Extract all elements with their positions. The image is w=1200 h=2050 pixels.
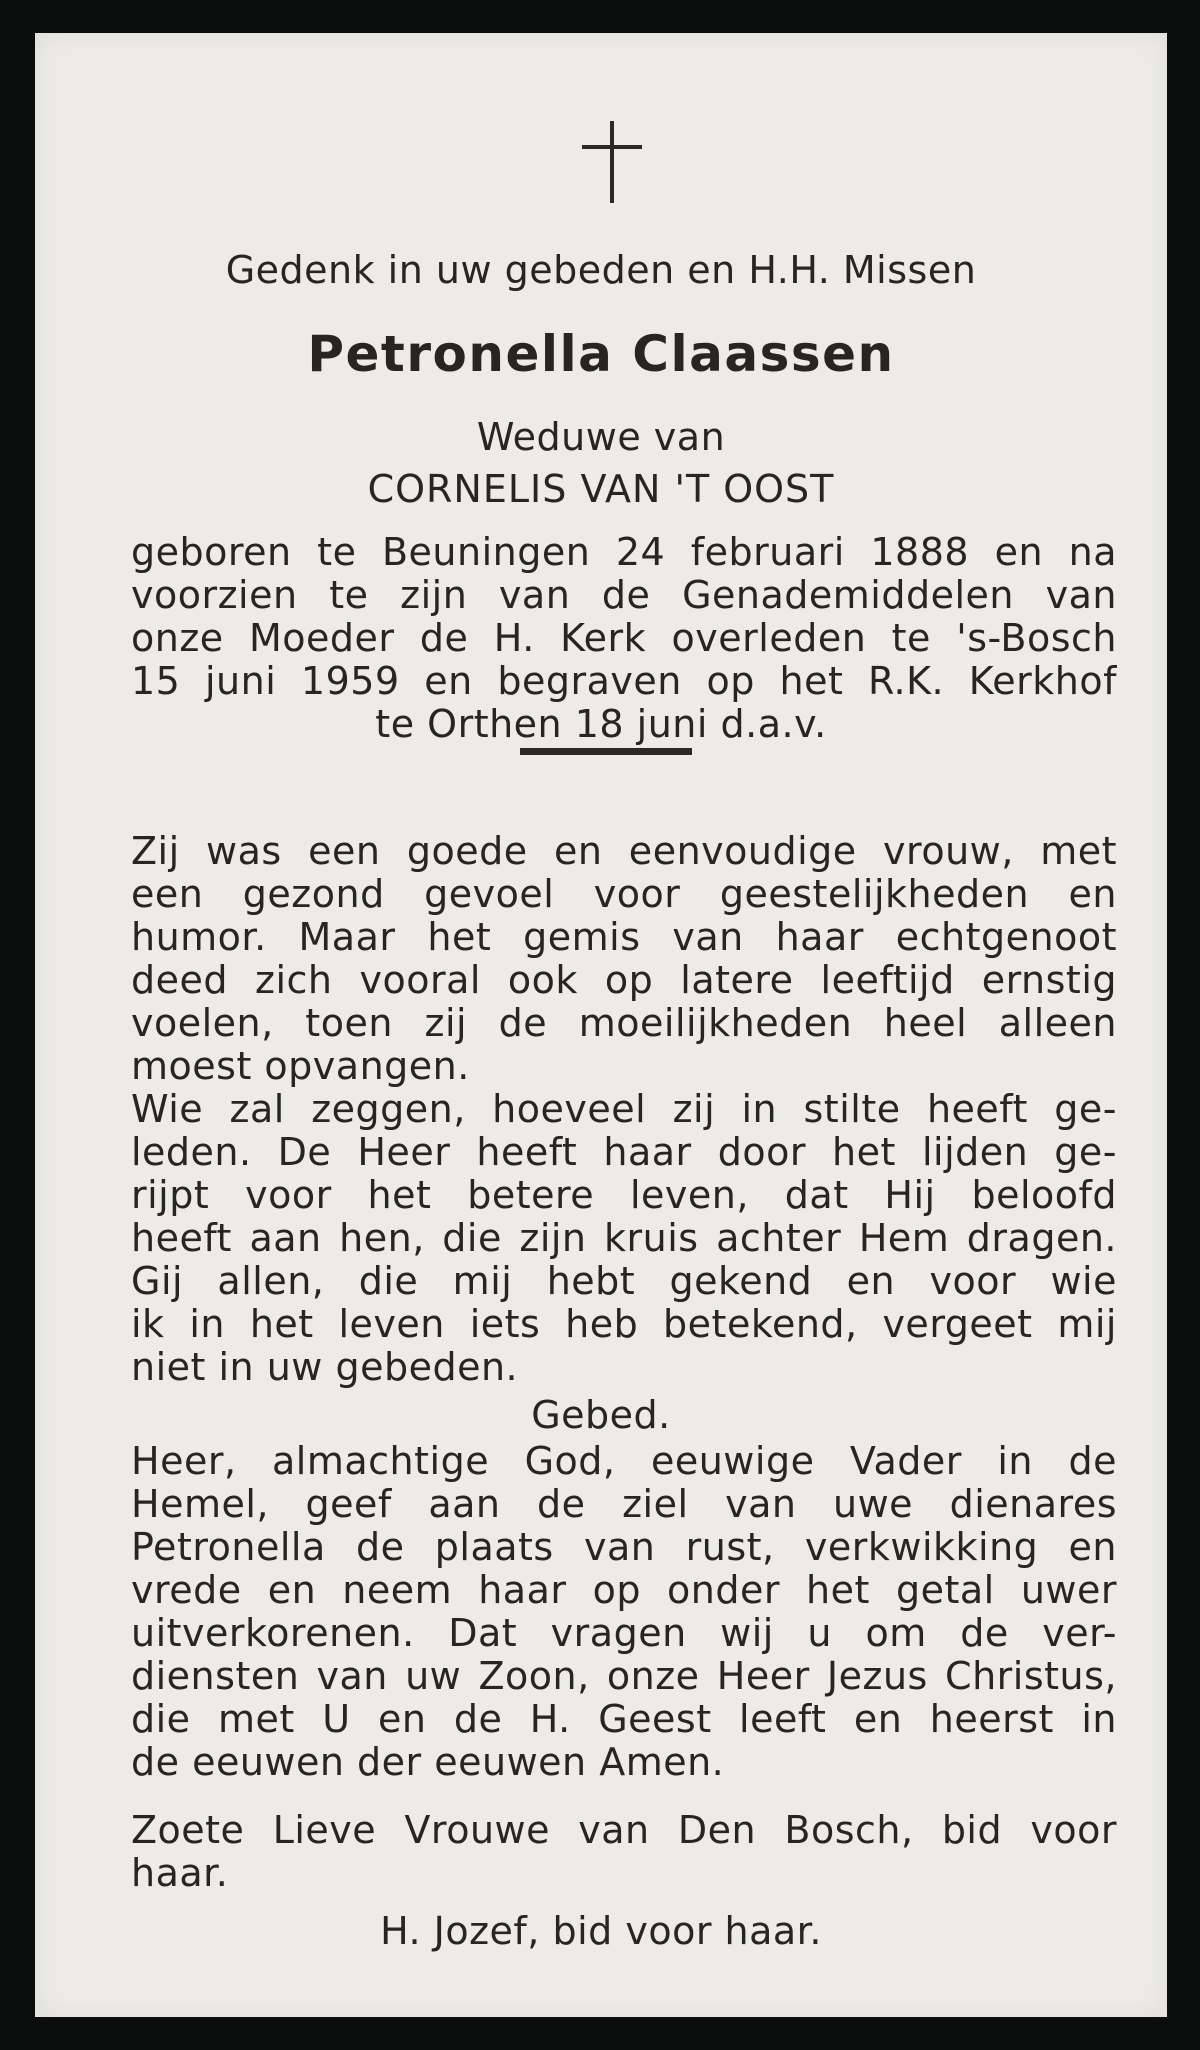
bio-line: te Orthen 18 juni d.a.v. (375, 702, 827, 746)
prayer-line: Petronella de plaats van rust, verkwikking en (131, 1525, 1117, 1569)
tribute-line: Gij allen, die mij hebt gekend en voor wie (131, 1259, 1117, 1303)
prayer-line: diensten van uw Zoon, onze Heer Jezus Christus, (131, 1654, 1117, 1698)
prayer-line: vrede en neem haar op onder het getal uwer (131, 1568, 1117, 1612)
tribute-line: deed zich vooral ook op latere leeftijd ernstig (131, 958, 1117, 1002)
tribute-line: Wie zal zeggen, hoeveel zij in stilte heeft ge- (131, 1087, 1117, 1131)
divider (520, 748, 692, 755)
bio-line: onze Moeder de H. Kerk overleden te 's-Bosch (131, 616, 1117, 660)
prayer-line: Hemel, geef aan de ziel van uwe dienares (131, 1482, 1117, 1526)
tribute-line: heeft aan hen, die zijn kruis achter Hem dragen. (131, 1216, 1117, 1260)
tribute-line: voelen, toen zij de moeilijkheden heel alleen (131, 1001, 1117, 1045)
prayer-line: de eeuwen der eeuwen Amen. (131, 1740, 725, 1784)
bio-line: geboren te Beuningen 24 februari 1888 en na (131, 530, 1117, 574)
prayer-line: die met U en de H. Geest leeft en heerst in (131, 1697, 1117, 1741)
bio-line: voorzien te zijn van de Genademiddelen van (131, 573, 1117, 617)
tribute-line: leden. De Heer heeft haar door het lijden ge- (131, 1130, 1117, 1174)
memorial-card (35, 33, 1167, 2017)
deceased-name: Petronella Claassen (307, 325, 895, 383)
prayer-title: Gebed. (531, 1393, 671, 1437)
invocation-line: Zoete Lieve Vrouwe van Den Bosch, bid voor (131, 1808, 1117, 1852)
tribute-line: rijpt voor het betere leven, dat Hij beloofd (131, 1173, 1117, 1217)
tribute-line: niet in uw gebeden. (131, 1345, 519, 1389)
closing-invocation: H. Jozef, bid voor haar. (380, 1909, 822, 1953)
prayer-line: Heer, almachtige God, eeuwige Vader in de (131, 1439, 1117, 1483)
heading: Gedenk in uw gebeden en H.H. Missen (225, 248, 977, 292)
tribute-line: een gezond gevoel voor geestelijkheden en (131, 872, 1117, 916)
tribute-line: moest opvangen. (131, 1044, 470, 1088)
tribute-line: Zij was een goede en eenvoudige vrouw, met (131, 829, 1117, 873)
husband-name: CORNELIS VAN 'T OOST (367, 467, 835, 511)
tribute-line: ik in het leven iets heb betekend, vergeet mij (131, 1302, 1117, 1346)
widow-of-label: Weduwe van (476, 415, 726, 459)
prayer-line: uitverkorenen. Dat vragen wij u om de ver- (131, 1611, 1117, 1655)
bio-line: 15 juni 1959 en begraven op het R.K. Kerkhof (131, 659, 1117, 703)
tribute-line: humor. Maar het gemis van haar echtgenoot (131, 915, 1117, 959)
cross-icon (582, 121, 642, 203)
invocation-line: haar. (131, 1851, 229, 1895)
